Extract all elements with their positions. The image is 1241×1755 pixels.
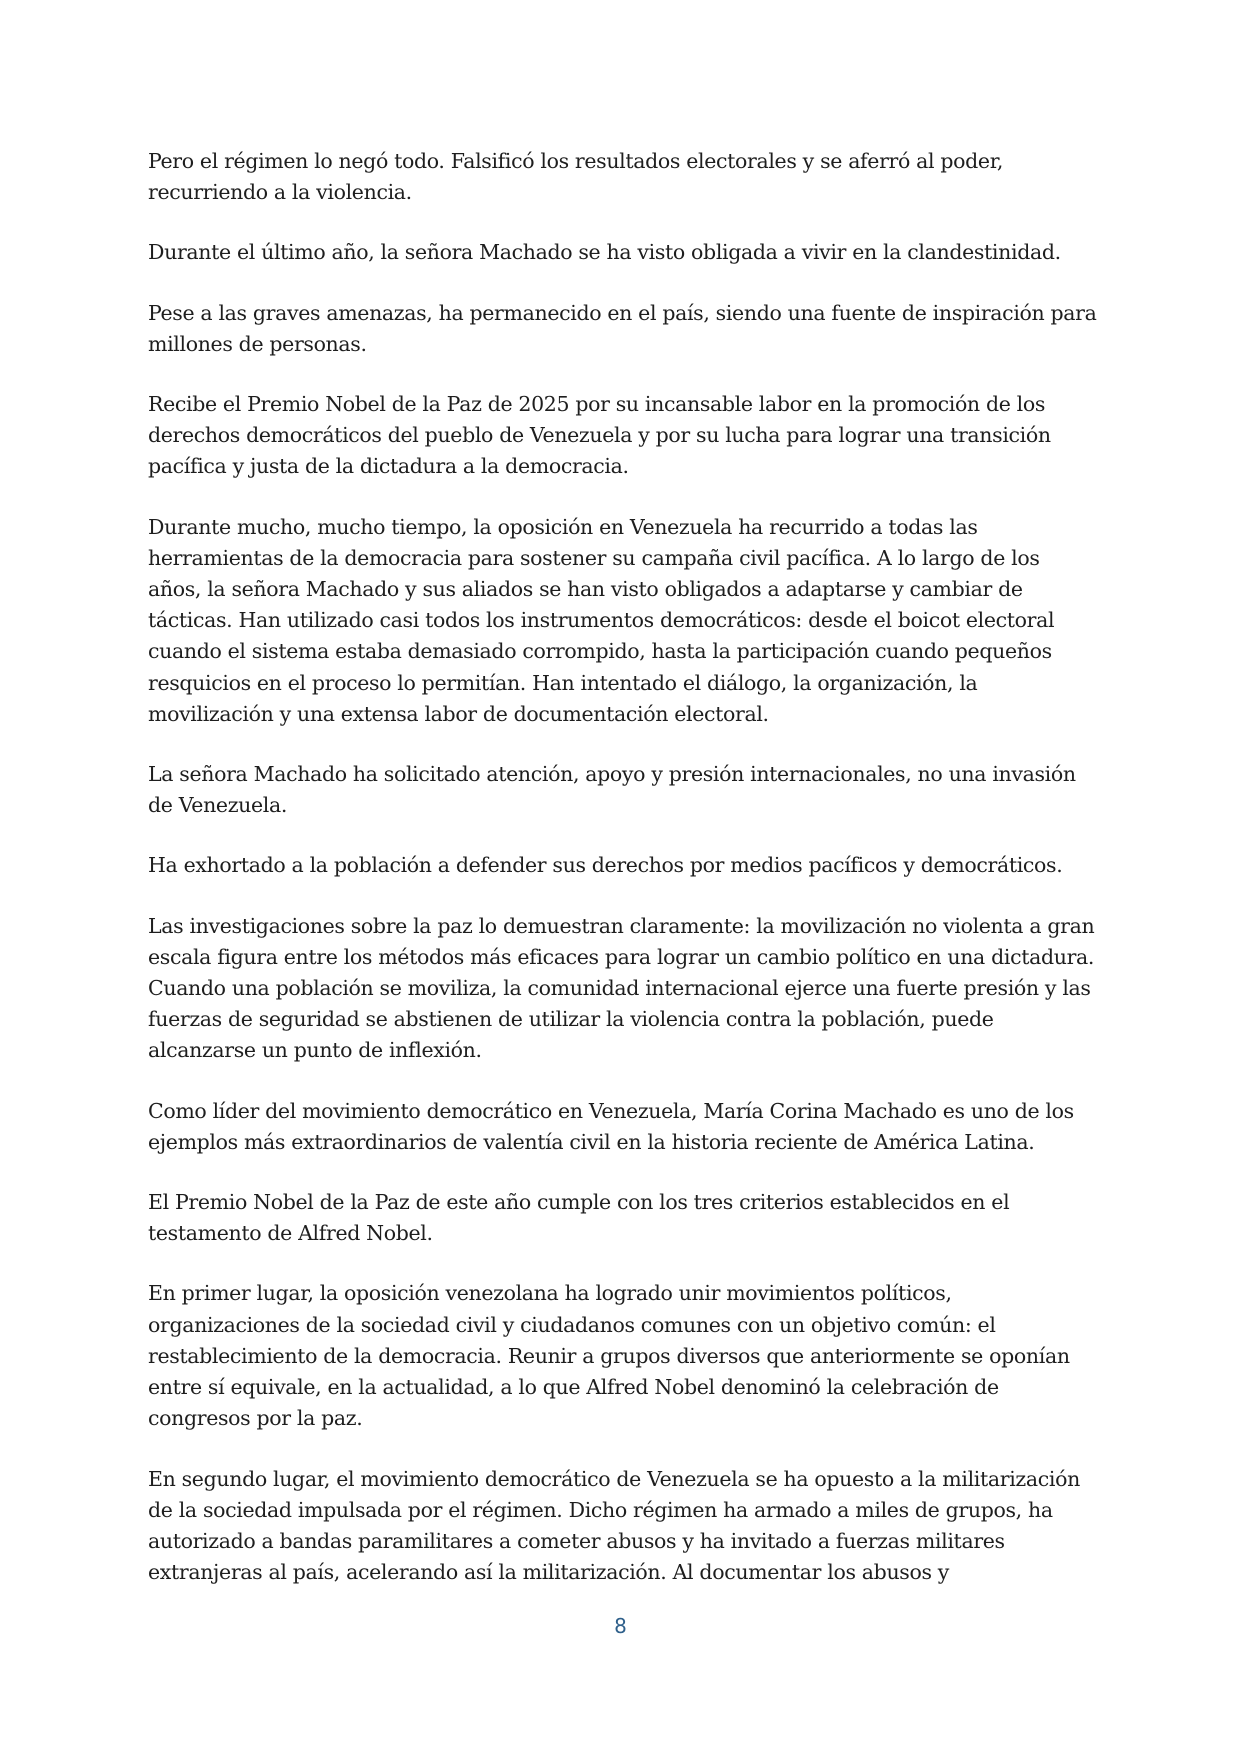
paragraph: Recibe el Premio Nobel de la Paz de 2025 por su incansable labor en la promoción de los derechos democráticos del pueblo de Venezuela y por su lucha para lograr una transición pacífica y justa de la dictadura a la democracia. <box>148 392 1051 479</box>
paragraph: El Premio Nobel de la Paz de este año cumple con los tres criterios establecidos en el testamento de Alfred Nobel. <box>148 1190 1010 1246</box>
paragraph: Pese a las graves amenazas, ha permanecido en el país, siendo una fuente de inspiración para millones de personas. <box>148 300 1097 356</box>
paragraph: La señora Machado ha solicitado atención, apoyo y presión internacionales, no una invasión de Venezuela. <box>148 762 1076 818</box>
paragraph: Durante el último año, la señora Machado se ha visto obligada a vivir en la clandestinidad. <box>148 240 1061 265</box>
paragraph: Las investigaciones sobre la paz lo demuestran claramente: la movilización no violenta a gran escala figura entre los métodos más eficaces para lograr un cambio político en una dictadura. Cuando una población se moviliza, la comunidad internacional ejerce una fuerte presión y las fuerzas de seguridad se abstienen de utilizar la violencia contra la población, puede alcanzarse un punto de inflexión. <box>148 913 1095 1063</box>
paragraph: Ha exhortado a la población a defender sus derechos por medios pacíficos y democráticos. <box>148 853 1063 878</box>
paragraph: Pero el régimen lo negó todo. Falsificó los resultados electorales y se aferró al poder, recurriendo a la violencia. <box>148 149 1004 205</box>
paragraph: Como líder del movimiento democrático en Venezuela, María Corina Machado es uno de los ejemplos más extraordinarios de valentía civil en la historia reciente de América Latina. <box>148 1098 1074 1154</box>
body-text <box>148 146 1098 1617</box>
page-number: 8 <box>614 1614 627 1638</box>
paragraph: En segundo lugar, el movimiento democrático de Venezuela se ha opuesto a la militarización de la sociedad impulsada por el régimen. Dicho régimen ha armado a miles de grupos, ha autorizado a bandas paramilitares a cometer abusos y ha invitado a fuerzas militares extranjeras al país, acelerando así la militarización. Al documentar los abusos y <box>148 1466 1080 1585</box>
paragraph: Durante mucho, mucho tiempo, la oposición en Venezuela ha recurrido a todas las herramientas de la democracia para sostener su campaña civil pacífica. A lo largo de los años, la señora Machado y sus aliados se han visto obligados a adaptarse y cambiar de tácticas. Han utilizado casi todos los instrumentos democráticos: desde el boicot electoral cuando el sistema estaba demasiado corrompido, hasta la participación cuando pequeños resquicios en el proceso lo permitían. Han intentado el diálogo, la organización, la movilización y una extensa labor de documentación electoral. <box>148 514 1055 726</box>
paragraph: En primer lugar, la oposición venezolana ha logrado unir movimientos políticos, organizaciones de la sociedad civil y ciudadanos comunes con un objetivo común: el restablecimiento de la democracia. Reunir a grupos diversos que anteriormente se oponían entre sí equivale, en la actualidad, a lo que Alfred Nobel denominó la celebración de congresos por la paz. <box>148 1281 1070 1431</box>
